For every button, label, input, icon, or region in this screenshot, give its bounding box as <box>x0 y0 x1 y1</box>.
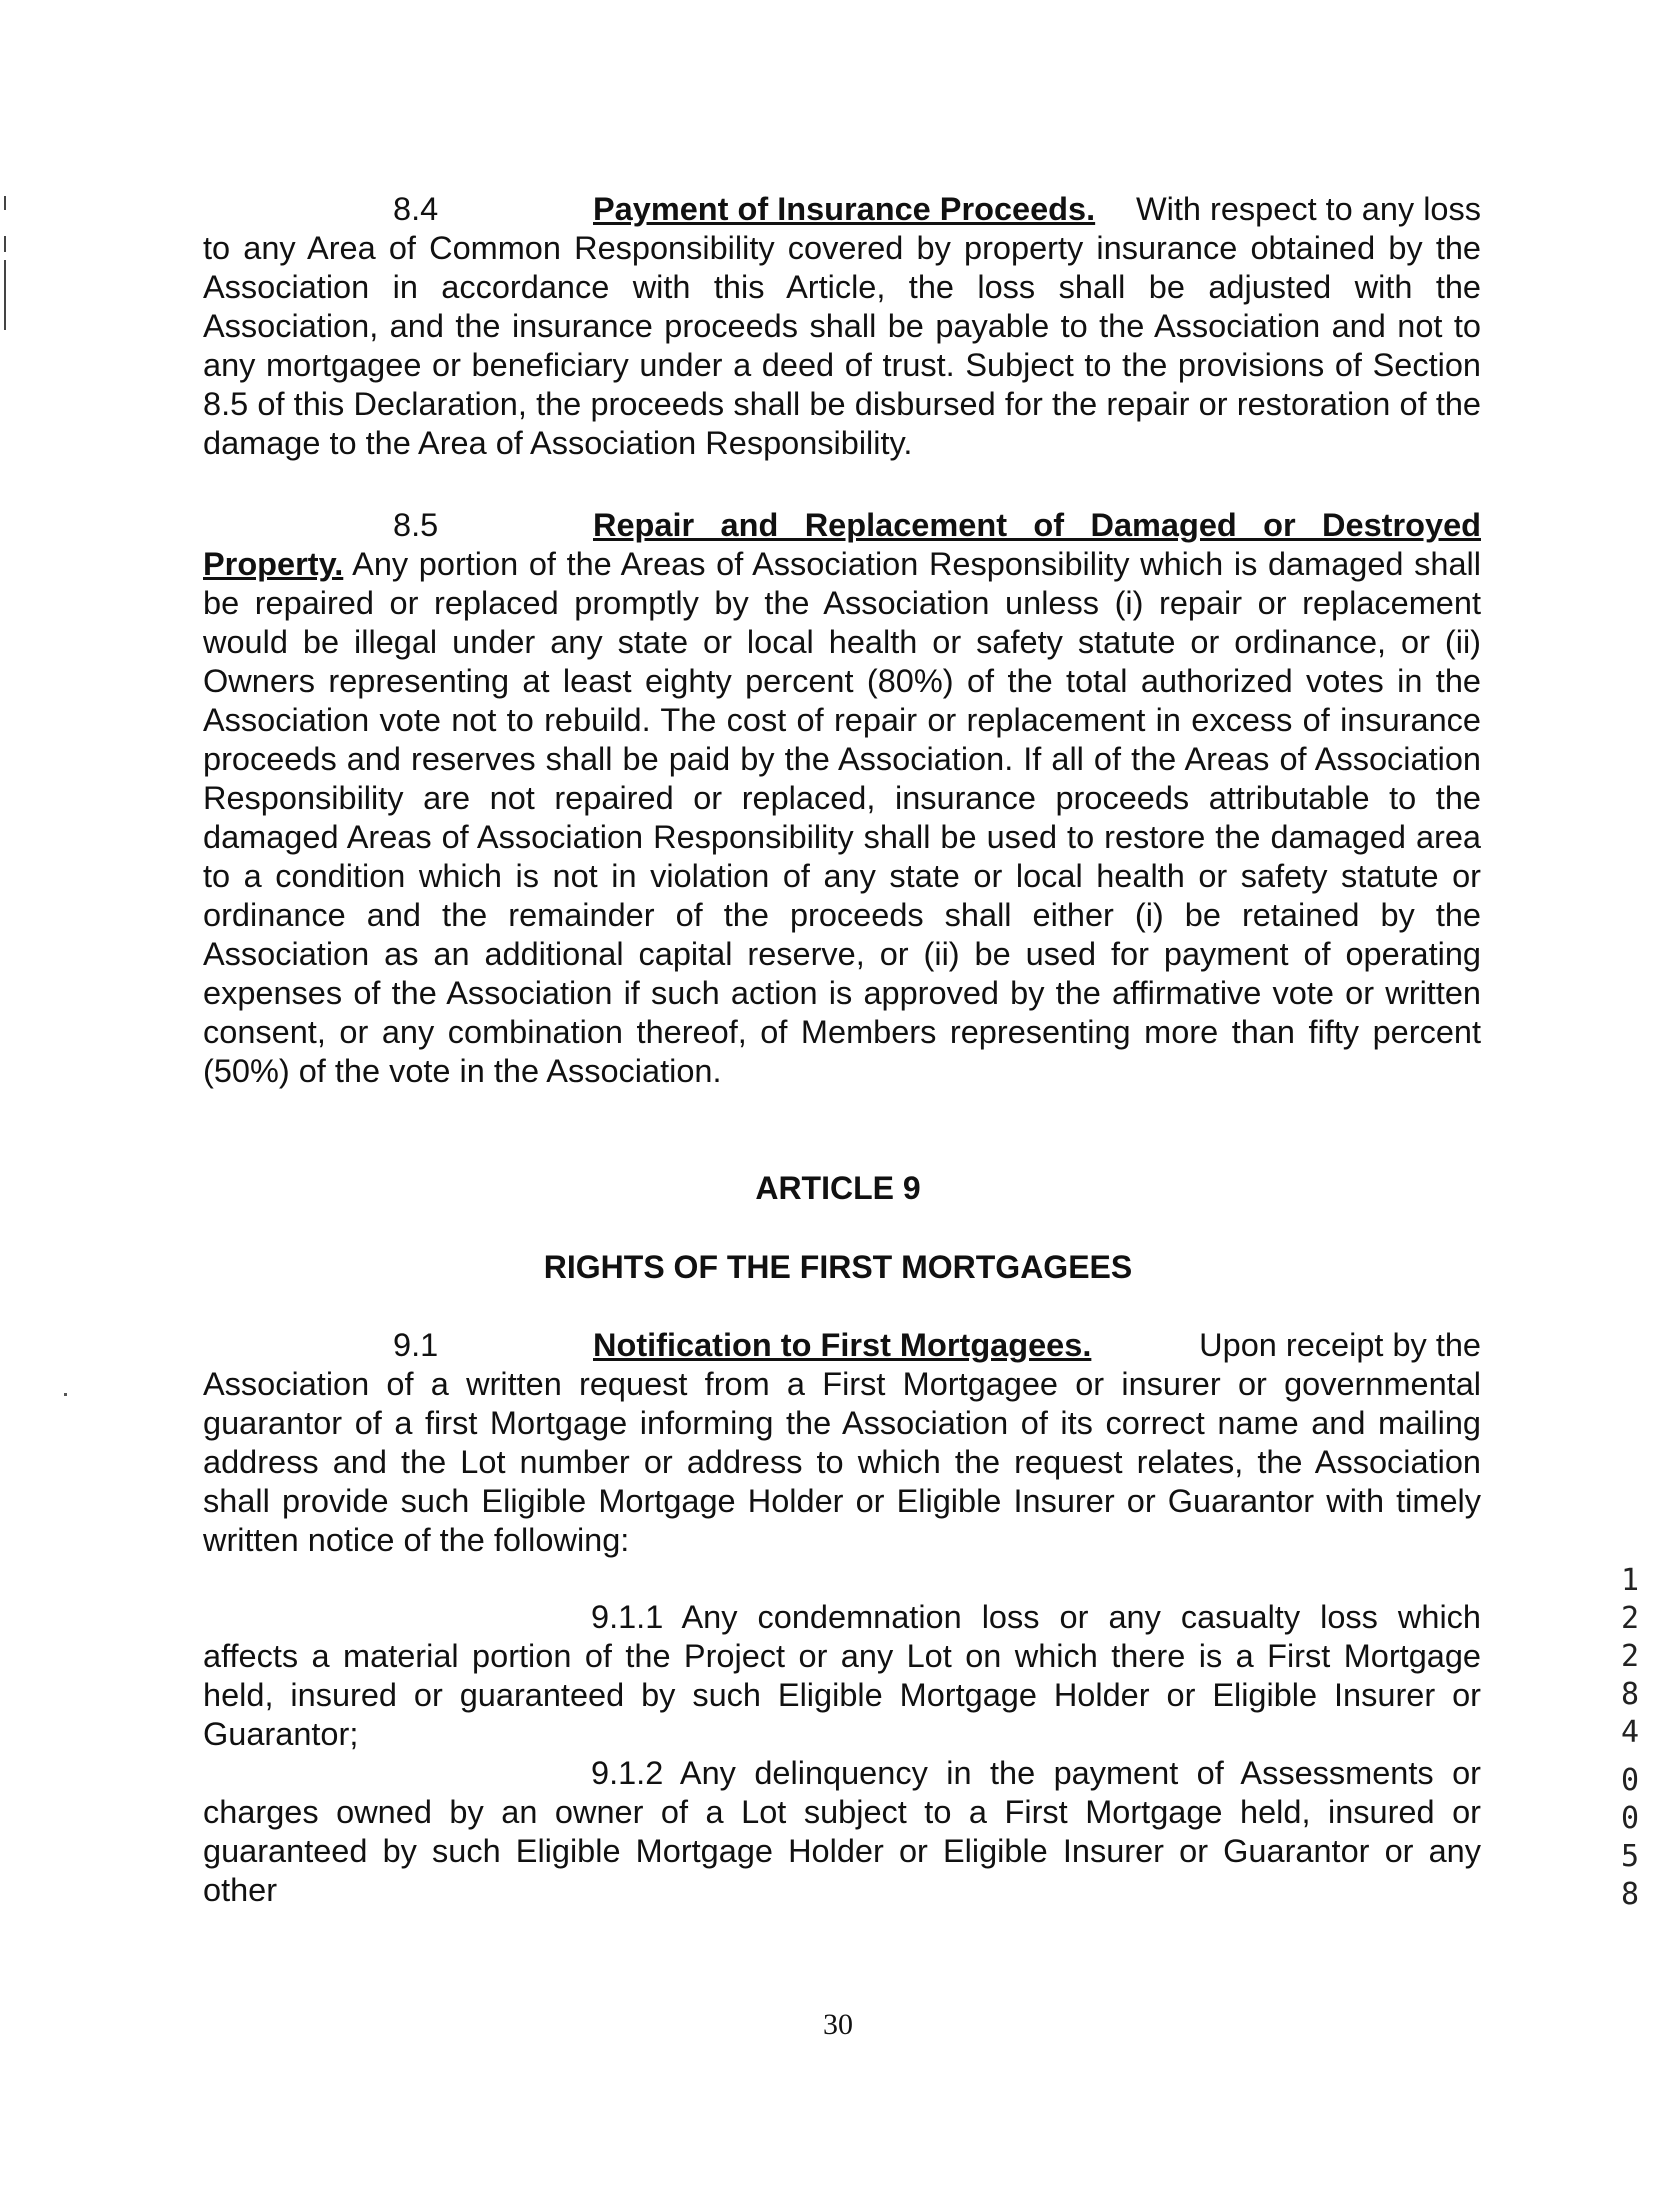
section-9-1-head <box>203 1326 1481 1365</box>
section-8-5 <box>203 506 1481 1091</box>
margin-change-bar <box>4 260 6 330</box>
section-8-4-head <box>203 190 1481 229</box>
margin-change-bar <box>4 236 6 252</box>
section-number: 9.1 <box>393 1327 439 1363</box>
section-title: Payment of Insurance Proceeds. <box>593 191 1096 227</box>
section-8-4 <box>203 190 1481 463</box>
section-head-rest: Upon receipt by the <box>1199 1327 1481 1363</box>
stamp-digit: 5 <box>1620 1839 1640 1874</box>
section-title: Notification to First Mortgagees. <box>593 1327 1092 1363</box>
section-body: Association of a written request from a First Mortgagee or insurer or governmental guarantor of a first Mortgage informing the Association of its correct name and mailing address and the Lot number or address to which the request relates, the Association shall provide such Eligible Mortgage Holder or Eligible Insurer or Guarantor with timely written notice of the following: <box>203 1366 1481 1558</box>
scan-speck <box>64 1393 67 1396</box>
section-head-rest: With respect to any loss <box>1136 191 1481 227</box>
section-9-1-1: 9.1.1 Any condemnation loss or any casualty loss which affects a material portion of the Project or any Lot on which there is a First Mortgage held, insured or guaranteed by such Eligible Mortgage Holder or Eligible Insurer or Guarantor; <box>203 1599 1481 1752</box>
section-number: 8.4 <box>393 191 439 227</box>
page-number: 30 <box>823 2008 853 2041</box>
section-9-1 <box>203 1326 1481 1560</box>
section-title-continued: Property. <box>203 546 344 582</box>
stamp-digit: 2 <box>1620 1639 1640 1674</box>
section-number: 8.5 <box>393 507 439 543</box>
section-9-1-2: 9.1.2 Any delinquency in the payment of Assessments or charges owned by an owner of a Lot subject to a First Mortgage held, insured or guaranteed by such Eligible Mortgage Holder or Eligible Insurer or Guarantor or any other <box>203 1755 1481 1908</box>
stamp-digit: 1 <box>1620 1563 1640 1598</box>
recording-stamp-bottom <box>1610 1762 1650 1914</box>
section-body: to any Area of Common Responsibility covered by property insurance obtained by the Association in accordance with this Article, the loss shall be adjusted with the Association, and the insurance proceeds shall be payable to the Association and not to any mortgagee or beneficiary under a deed of trust. Subject to the provisions of Section 8.5 of this Declaration, the proceeds shall be disbursed for the repair or restoration of the damage to the Area of Association Responsibility. <box>203 230 1481 461</box>
section-body-text: Any portion of the Areas of Association Responsibility which is damaged shall be repaired or replaced promptly by the Association unless (i) repair or replacement would be illegal under any state or local health or safety statute or ordinance, or (ii) Owners representing at least eighty percent (80%) of the total authorized votes in the Association vote not to rebuild. The cost of repair or replacement in excess of insurance proceeds and reserves shall be paid by the Association. If all of the Areas of Association Responsibility are not repaired or replaced, insurance proceeds attributable to the damaged Areas of Association Responsibility shall be used to restore the damaged area to a condition which is not in violation of any state or local health or safety statute or ordinance and the remainder of the proceeds shall either (i) be retained by the Association as an additional capital reserve, or (ii) be used for payment of operating expenses of the Association if such action is approved by the affirmative vote or written consent, or any combination thereof, of Members representing more than fifty percent (50%) of the vote in the Association. <box>203 546 1481 1089</box>
recording-stamp-top <box>1610 1562 1650 1752</box>
section-body <box>203 545 1481 1091</box>
stamp-digit: 8 <box>1620 1877 1640 1912</box>
stamp-digit: 0 <box>1620 1763 1640 1798</box>
stamp-digit: 0 <box>1620 1801 1640 1836</box>
margin-change-bar <box>4 196 6 210</box>
stamp-digit: 4 <box>1620 1715 1640 1750</box>
article-heading: ARTICLE 9 <box>755 1170 921 1206</box>
section-title: Repair and Replacement of Damaged or Destroyed <box>593 507 1481 543</box>
stamp-digit: 2 <box>1620 1601 1640 1636</box>
section-8-5-head <box>203 506 1481 545</box>
stamp-digit: 8 <box>1620 1677 1640 1712</box>
article-subheading: RIGHTS OF THE FIRST MORTGAGEES <box>543 1249 1133 1285</box>
